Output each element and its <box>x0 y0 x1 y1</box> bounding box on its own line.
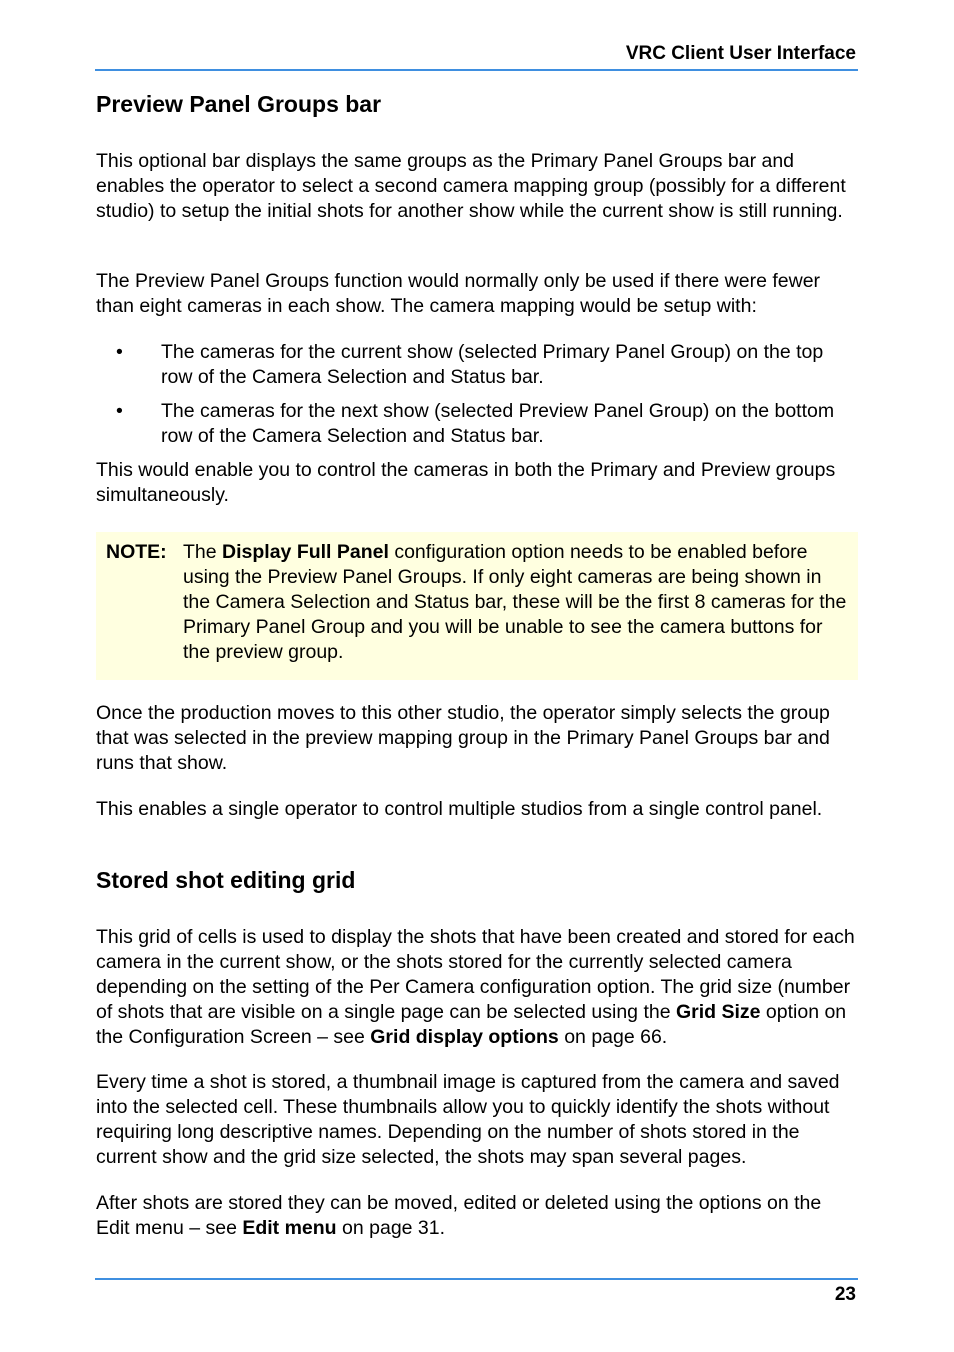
running-header: VRC Client User Interface <box>625 43 856 64</box>
bullet-text: The cameras for the next show (selected Preview Panel Group) on the bottom row of the Camera Selection and Status bar. <box>161 400 835 447</box>
bullet-marker: • <box>116 341 123 363</box>
header-rule <box>95 69 858 71</box>
paragraph: This optional bar displays the same groups as the Primary Panel Groups bar and enables the operator to select a second camera mapping group (possibly for a different studio) to setup the initial shots for another show while the current show is still running. <box>96 150 846 222</box>
note-label: NOTE: <box>106 541 167 563</box>
paragraph: The Preview Panel Groups function would normally only be used if there were fewer than eight cameras in each show. The camera mapping would be setup with: <box>96 270 821 317</box>
note-emphasis: Display Full Panel <box>222 541 389 563</box>
section-heading-preview-panel-groups: Preview Panel Groups bar <box>96 91 382 117</box>
paragraph: This would enable you to control the cameras in both the Primary and Preview groups simultaneously. <box>96 459 836 506</box>
bullet-text: The cameras for the current show (selected Primary Panel Group) on the top row of the Camera Selection and Status bar. <box>161 341 824 388</box>
note-text: The Display Full Panel configuration option needs to be enabled before using the Preview Panel Groups. If only eight cameras are being shown in the Camera Selection and Status bar, these will be the first 8 cameras for the Primary Panel Group and you will be unable to see the camera buttons for the preview group. <box>183 541 847 663</box>
paragraph: Once the production moves to this other studio, the operator simply selects the group that was selected in the preview mapping group in the Primary Panel Groups bar and runs that show. <box>96 702 830 774</box>
cross-reference: Grid display options <box>370 1026 559 1048</box>
page-number: 23 <box>834 1284 856 1305</box>
paragraph: Every time a shot is stored, a thumbnail image is captured from the camera and saved into the selected cell. These thumbnails allow you to quickly identify the shots without requiring long descriptive names. Depending on the number of shots stored in the current show and the grid size selected, the shots may span several pages. <box>96 1071 840 1168</box>
cross-reference: Edit menu <box>242 1217 337 1239</box>
note-box <box>96 532 858 680</box>
paragraph: After shots are stored they can be moved, edited or deleted using the options on the Edit menu – see Edit menu on page 31. <box>96 1192 822 1239</box>
section-heading-stored-shot-editing-grid: Stored shot editing grid <box>96 867 356 893</box>
paragraph: This enables a single operator to control multiple studios from a single control panel. <box>96 798 823 820</box>
bullet-marker: • <box>116 400 123 422</box>
paragraph: This grid of cells is used to display the shots that have been created and stored for each camera in the current show, or the shots stored for the currently selected camera depending on the setting of the Per Camera configuration option. The grid size (number of shots that are visible on a single page can be selected using the Grid Size option on the Configuration Screen – see Grid display options on page 66. <box>96 926 855 1048</box>
footer-rule <box>95 1278 858 1280</box>
